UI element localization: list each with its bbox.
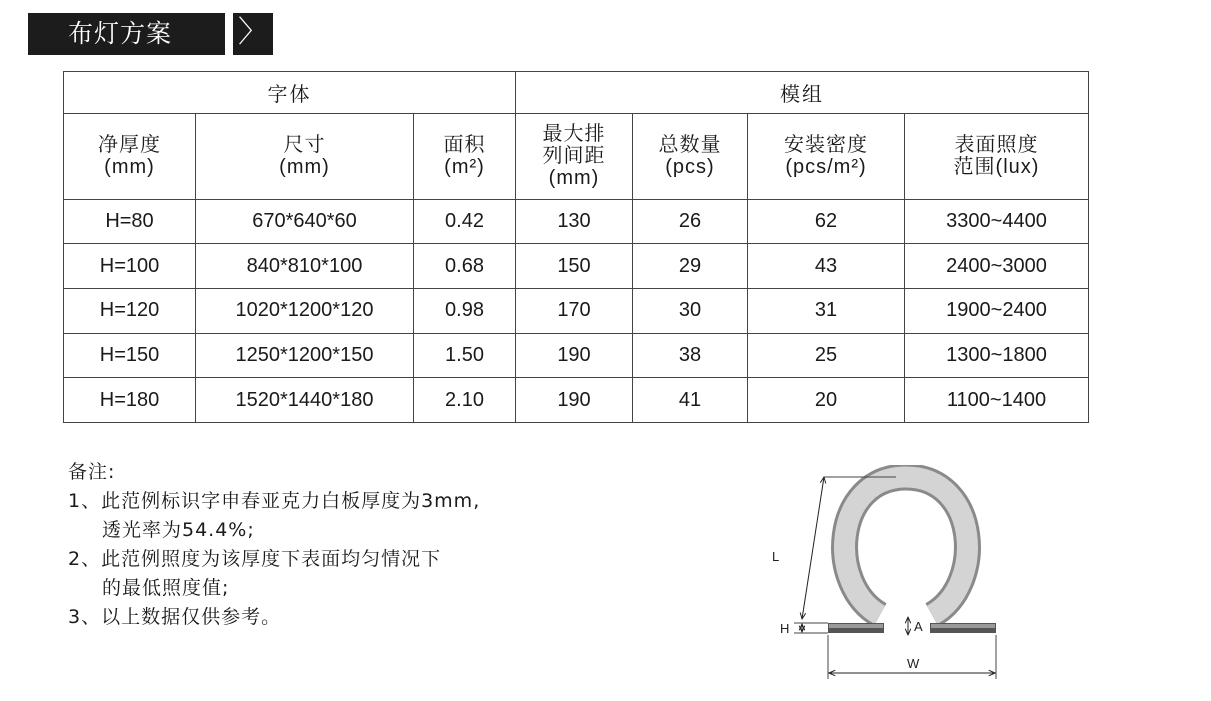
- header-text: (mm): [104, 156, 155, 179]
- table-cell: 62: [748, 199, 905, 244]
- table-cell: 1250*1200*150: [196, 333, 414, 378]
- table-cell: 840*810*100: [196, 244, 414, 289]
- table-cell: 1.50: [414, 333, 516, 378]
- header-col-size: [196, 113, 414, 199]
- table-cell: 670*640*60: [196, 199, 414, 244]
- table-cell: 30: [633, 289, 748, 334]
- table-cell: 2400~3000: [905, 244, 1089, 289]
- dim-label-a: A: [914, 619, 923, 634]
- note-3: 3、以上数据仅供参考。: [68, 606, 282, 628]
- table-cell: 190: [516, 333, 633, 378]
- header-text: 尺寸: [283, 134, 326, 157]
- table-row: [64, 378, 1089, 423]
- table-cell: 1100~1400: [905, 378, 1089, 423]
- table-cell: 2.10: [414, 378, 516, 423]
- section-title: 布灯方案: [28, 13, 225, 55]
- table-cell: 1900~2400: [905, 289, 1089, 334]
- table-cell: 1300~1800: [905, 333, 1089, 378]
- group-header-font: 字体: [64, 72, 516, 114]
- notes: [68, 458, 480, 632]
- letter-profile-diagram: [768, 465, 1008, 690]
- note-2: 2、此范例照度为该厚度下表面均匀情况下: [68, 548, 442, 570]
- table-cell: 0.68: [414, 244, 516, 289]
- table-cell: H=80: [64, 199, 196, 244]
- table-cell: 20: [748, 378, 905, 423]
- header-text: (pcs/m²): [785, 156, 867, 179]
- table-cell: 170: [516, 289, 633, 334]
- header-col-thickness: [64, 113, 196, 199]
- table-cell: 25: [748, 333, 905, 378]
- notes-heading: 备注:: [68, 461, 116, 483]
- table-cell: 43: [748, 244, 905, 289]
- header-text: 范围(lux): [953, 156, 1040, 179]
- note-2-cont: 的最低照度值;: [102, 577, 230, 599]
- note-1: 1、此范例标识字申春亚克力白板厚度为3mm,: [68, 490, 481, 512]
- table-cell: 190: [516, 378, 633, 423]
- table-cell: H=180: [64, 378, 196, 423]
- table-cell: H=150: [64, 333, 196, 378]
- header-text: 安装密度: [784, 134, 868, 157]
- header-text: (pcs): [665, 156, 715, 179]
- chevron-right-icon: 〉: [233, 13, 273, 55]
- table-cell: 0.42: [414, 199, 516, 244]
- table-cell: 1520*1440*180: [196, 378, 414, 423]
- omega-shape: [828, 477, 996, 633]
- header-text: 净厚度: [98, 134, 161, 157]
- note-1-cont: 透光率为54.4%;: [102, 519, 255, 541]
- header-col-density: [748, 113, 905, 199]
- table-cell: 3300~4400: [905, 199, 1089, 244]
- table-cell: H=100: [64, 244, 196, 289]
- header-col-max-spacing: [516, 113, 633, 199]
- lighting-spec-table: [63, 71, 1089, 423]
- header-text: (mm): [548, 167, 600, 190]
- table-row: [64, 244, 1089, 289]
- table-cell: H=120: [64, 289, 196, 334]
- header-text: (m²): [444, 156, 485, 179]
- table-cell: 38: [633, 333, 748, 378]
- header-text: 表面照度: [954, 134, 1039, 157]
- header-text: 总数量: [658, 134, 722, 157]
- header-text: 面积: [443, 134, 486, 157]
- table-header-row: [64, 113, 1089, 199]
- header-col-area: [414, 113, 516, 199]
- table-cell: 0.98: [414, 289, 516, 334]
- table-cell: 31: [748, 289, 905, 334]
- table-row: [64, 289, 1089, 334]
- group-header-module: 模组: [516, 72, 1089, 114]
- table-cell: 29: [633, 244, 748, 289]
- dim-label-l: L: [772, 549, 780, 564]
- table-cell: 1020*1200*120: [196, 289, 414, 334]
- header-text: 列间距: [542, 145, 606, 168]
- dimension-l-arrow: [802, 477, 824, 619]
- table-cell: 130: [516, 199, 633, 244]
- table-cell: 41: [633, 378, 748, 423]
- table-row: [64, 333, 1089, 378]
- dim-label-w: W: [907, 656, 920, 671]
- dim-label-h: H: [780, 621, 790, 636]
- table-cell: 150: [516, 244, 633, 289]
- table-row: [64, 199, 1089, 244]
- header-col-total-qty: [633, 113, 748, 199]
- table-group-row: [64, 72, 1089, 114]
- header-text: 最大排: [542, 123, 606, 146]
- header-text: (mm): [279, 156, 330, 179]
- table-cell: 26: [633, 199, 748, 244]
- header-col-illuminance: [905, 113, 1089, 199]
